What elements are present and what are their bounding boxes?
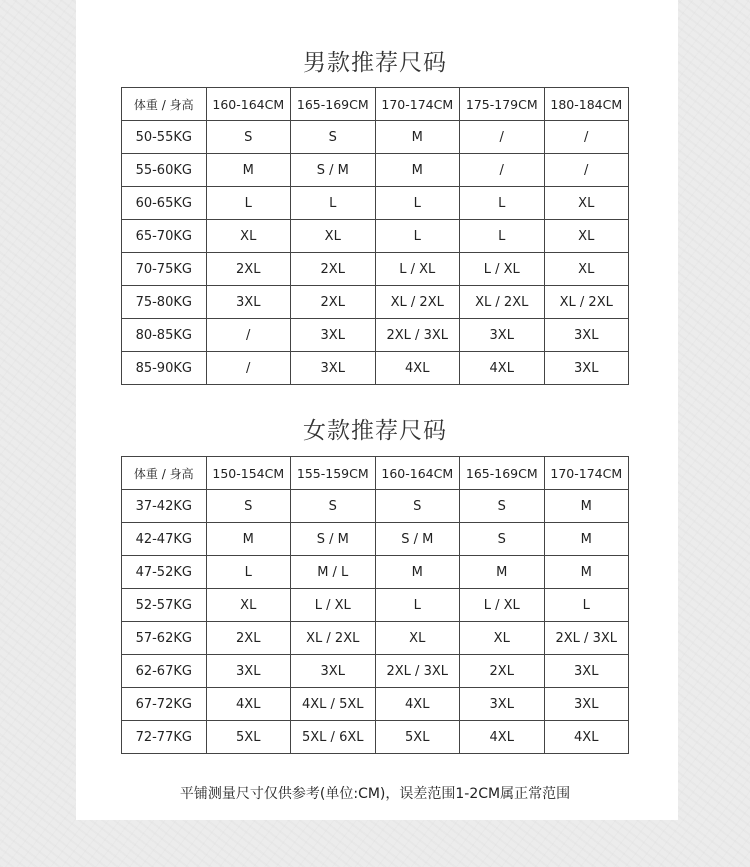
women-size-title: 女款推荐尺码 [303, 418, 447, 444]
height-column-header: 180-184CM [544, 88, 629, 121]
weight-height-header: 体重 / 身高 [122, 457, 207, 490]
size-cell: XL [375, 622, 460, 655]
size-cell: 4XL [206, 688, 291, 721]
table-row [122, 121, 629, 154]
size-cell: S / M [291, 154, 376, 187]
height-column-header: 155-159CM [291, 457, 376, 490]
size-cell: M [375, 121, 460, 154]
size-cell: 2XL [291, 253, 376, 286]
size-cell: 5XL [375, 721, 460, 754]
weight-range-cell: 72-77KG [122, 721, 207, 754]
size-cell: M [544, 556, 629, 589]
weight-range-cell: 47-52KG [122, 556, 207, 589]
size-cell: S [291, 121, 376, 154]
height-column-header: 160-164CM [206, 88, 291, 121]
size-cell: XL / 2XL [460, 286, 545, 319]
size-cell: S / M [291, 523, 376, 556]
size-cell: 4XL [375, 352, 460, 385]
table-header-row [122, 88, 629, 121]
height-column-header: 170-174CM [375, 88, 460, 121]
weight-range-cell: 70-75KG [122, 253, 207, 286]
weight-range-cell: 67-72KG [122, 688, 207, 721]
size-cell: 3XL [544, 319, 629, 352]
table-row [122, 523, 629, 556]
table-header-row [122, 457, 629, 490]
table-row [122, 286, 629, 319]
size-cell: / [206, 319, 291, 352]
size-cell: 3XL [291, 352, 376, 385]
women-size-table [121, 456, 629, 754]
table-row [122, 319, 629, 352]
weight-range-cell: 60-65KG [122, 187, 207, 220]
height-column-header: 165-169CM [291, 88, 376, 121]
size-cell: XL [206, 220, 291, 253]
weight-range-cell: 37-42KG [122, 490, 207, 523]
size-cell: XL [544, 220, 629, 253]
weight-range-cell: 80-85KG [122, 319, 207, 352]
table-row [122, 253, 629, 286]
height-column-header: 150-154CM [206, 457, 291, 490]
size-cell: 4XL [460, 352, 545, 385]
size-cell: M / L [291, 556, 376, 589]
size-cell: S [206, 121, 291, 154]
size-cell: M [544, 490, 629, 523]
table-row [122, 721, 629, 754]
size-cell: S [460, 490, 545, 523]
size-cell: XL [460, 622, 545, 655]
size-cell: 3XL [291, 319, 376, 352]
size-cell: XL / 2XL [291, 622, 376, 655]
table-row [122, 154, 629, 187]
size-cell: L [460, 187, 545, 220]
table-row [122, 490, 629, 523]
size-cell: M [460, 556, 545, 589]
men-size-title: 男款推荐尺码 [303, 50, 447, 76]
table-row [122, 556, 629, 589]
size-cell: S [460, 523, 545, 556]
size-cell: XL [544, 253, 629, 286]
weight-range-cell: 75-80KG [122, 286, 207, 319]
size-cell: M [375, 556, 460, 589]
height-column-header: 175-179CM [460, 88, 545, 121]
size-cell: M [206, 523, 291, 556]
weight-height-header: 体重 / 身高 [122, 88, 207, 121]
size-cell: XL [206, 589, 291, 622]
size-cell: 2XL [206, 253, 291, 286]
size-cell: / [460, 154, 545, 187]
size-cell: L [375, 187, 460, 220]
size-cell: L / XL [375, 253, 460, 286]
size-cell: L [375, 220, 460, 253]
size-cell: 3XL [460, 319, 545, 352]
size-cell: 3XL [291, 655, 376, 688]
table-row [122, 589, 629, 622]
height-column-header: 165-169CM [460, 457, 545, 490]
size-cell: L / XL [460, 253, 545, 286]
table-row [122, 187, 629, 220]
size-cell: 3XL [460, 688, 545, 721]
size-cell: L [206, 556, 291, 589]
size-cell: 2XL / 3XL [375, 319, 460, 352]
weight-range-cell: 52-57KG [122, 589, 207, 622]
size-cell: L [291, 187, 376, 220]
size-cell: 3XL [544, 688, 629, 721]
size-cell: 5XL / 6XL [291, 721, 376, 754]
size-cell: / [206, 352, 291, 385]
size-cell: XL / 2XL [544, 286, 629, 319]
size-cell: 2XL [291, 286, 376, 319]
weight-range-cell: 85-90KG [122, 352, 207, 385]
weight-range-cell: 42-47KG [122, 523, 207, 556]
size-cell: 2XL / 3XL [375, 655, 460, 688]
size-cell: M [544, 523, 629, 556]
size-cell: L [544, 589, 629, 622]
weight-range-cell: 57-62KG [122, 622, 207, 655]
weight-range-cell: 62-67KG [122, 655, 207, 688]
size-cell: / [460, 121, 545, 154]
size-cell: 2XL [206, 622, 291, 655]
size-cell: 5XL [206, 721, 291, 754]
size-cell: XL [291, 220, 376, 253]
size-cell: S [291, 490, 376, 523]
size-cell: 2XL / 3XL [544, 622, 629, 655]
weight-range-cell: 50-55KG [122, 121, 207, 154]
men-size-table [121, 87, 629, 385]
height-column-header: 160-164CM [375, 457, 460, 490]
size-cell: L / XL [291, 589, 376, 622]
table-row [122, 352, 629, 385]
size-cell: S [375, 490, 460, 523]
size-cell: 2XL [460, 655, 545, 688]
size-cell: 4XL / 5XL [291, 688, 376, 721]
table-row [122, 655, 629, 688]
size-cell: 3XL [206, 286, 291, 319]
size-cell: M [375, 154, 460, 187]
size-cell: S / M [375, 523, 460, 556]
weight-range-cell: 65-70KG [122, 220, 207, 253]
size-cell: 3XL [544, 352, 629, 385]
size-cell: XL [544, 187, 629, 220]
size-cell: L [206, 187, 291, 220]
size-cell: / [544, 121, 629, 154]
size-cell: L [460, 220, 545, 253]
height-column-header: 170-174CM [544, 457, 629, 490]
size-cell: XL / 2XL [375, 286, 460, 319]
measurement-note: 平铺测量尺寸仅供参考(单位:CM)，误差范围1-2CM属正常范围 [179, 786, 571, 802]
size-cell: 4XL [375, 688, 460, 721]
size-cell: 3XL [544, 655, 629, 688]
size-cell: M [206, 154, 291, 187]
table-row [122, 622, 629, 655]
size-cell: 4XL [460, 721, 545, 754]
size-cell: 3XL [206, 655, 291, 688]
table-row [122, 688, 629, 721]
weight-range-cell: 55-60KG [122, 154, 207, 187]
table-row [122, 220, 629, 253]
size-cell: 4XL [544, 721, 629, 754]
size-cell: L [375, 589, 460, 622]
size-cell: S [206, 490, 291, 523]
size-cell: / [544, 154, 629, 187]
size-cell: L / XL [460, 589, 545, 622]
